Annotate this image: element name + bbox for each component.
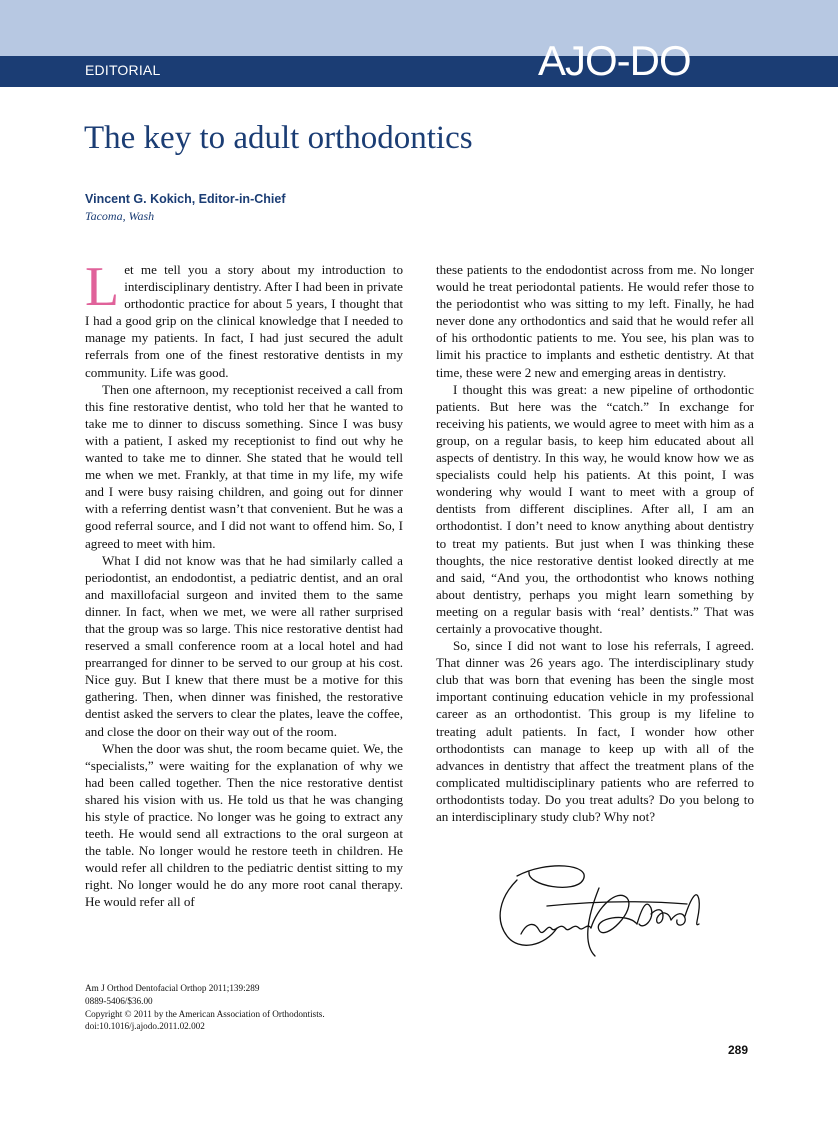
journal-logo: AJO-DO xyxy=(538,37,691,84)
section-label: EDITORIAL xyxy=(85,62,161,78)
article-paragraph-5: these patients to the endodontist across from me. No longer would he treat periodontal patients. He would refer those to the periodontist who was sitting to my left. Finally, he had never done any orthodontics and said that he would refer all of his orthodontic patients to me. You see, his plan was to limit his practice to implants and esthetic dentistry. At that time, these were 2 new and emerging areas in dentistry. xyxy=(436,262,754,380)
header-top-band xyxy=(0,0,838,56)
issn-text: 0889-5406/$36.00 xyxy=(85,995,153,1006)
article-paragraph-1 xyxy=(85,256,403,381)
doi-text: doi:10.1016/j.ajodo.2011.02.002 xyxy=(85,1021,205,1032)
article-paragraph-4: When the door was shut, the room became quiet. We, the “specialists,” were waiting for the explanation of why we had been called together. Then the nice restorative dentist shared his vision with us. He told us that he was changing his style of practice. No longer was he going to extract any teeth. He would send all extractions to the oral surgeon at the table. No longer would he restore teeth in children. He would refer all children to the pediatric dentist sitting to my right. No longer would he do any more root canal therapy. He would refer all of xyxy=(85,740,403,910)
article-paragraph-2: Then one afternoon, my receptionist received a call from this fine restorative dentist, who told her that he wanted to take me to dinner to discuss something. Since I was busy with a patient, I asked my receptionist to find out why he wanted to take me to dinner. She stated that he would tell me when we met. Frankly, at that time in my life, my wife and I were busy raising children, and going out for dinner with a referring dentist wasn’t that convenient. But he was a good referral source, and I did not want to offend him. So, I agreed to meet with him. xyxy=(85,381,403,551)
drop-cap: L xyxy=(85,256,120,318)
article-paragraph-6: I thought this was great: a new pipeline of orthodontic patients. But here was the “catch.” In exchange for receiving his patients, we would agree to meet with him as a group, on a regular basis, to keep him educated about all aspects of dentistry. In this way, he would know how we as specialists could help his patients. At this point, I was wondering why would I want to meet with a group of dentists from different disciplines. After all, I am an orthodontist. I don’t need to know anything about dentistry to treat my patients. But just when I was thinking these thoughts, the nice restorative dentist looked directly at me and said, “And you, the orthodontist who knows nothing about dentistry, perhaps you might learn something by meeting on a regular basis with ‘real’ dentists.” That was certainly a provocative thought. xyxy=(436,381,754,636)
author-signature-icon xyxy=(487,858,707,968)
paragraph-text: et me tell you a story about my introduction to interdisciplinary dentistry. After I had been in private orthodontic practice for about 5 years, I thought that I had a good grip on the clinical knowledge that I needed to manage my patients. In fact, I had just secured the adult referrals from one of the finest restorative dentists in my community. Life was good. xyxy=(85,262,403,380)
page-number: 289 xyxy=(728,1043,749,1057)
article-column-right xyxy=(436,261,754,825)
article-title: The key to adult orthodontics xyxy=(84,120,473,156)
article-paragraph-3: What I did not know was that he had similarly called a periodontist, an endodontist, a pediatric dentist, and an oral and maxillofacial surgeon and invited them to the same dinner. In fact, when we met, we were all rather surprised that the group was so large. This nice restorative dentist had reserved a small conference room at a local hotel and had prearranged for dinner to be served to our group at his cost. Nice guy. But I knew that there must be a motive for this gathering. Then, when dinner was finished, the restorative dentist asked the servers to clear the plates, leave the coffee, and close the door on their way out of the room. xyxy=(85,552,403,739)
author-affiliation: Tacoma, Wash xyxy=(85,209,155,223)
copyright-text: Copyright © 2011 by the American Association of Orthodontists. xyxy=(85,1008,325,1019)
article-column-left xyxy=(85,256,403,911)
citation-text: Am J Orthod Dentofacial Orthop 2011;139:289 xyxy=(85,983,260,993)
article-author: Vincent G. Kokich, Editor-in-Chief xyxy=(85,192,286,206)
article-paragraph-7: So, since I did not want to lose his referrals, I agreed. That dinner was 26 years ago. The interdisciplinary study club that was born that evening has been the single most important continuing education vehicle in my professional career as an orthodontist. This group is my lifeline to treating adult patients. In fact, I wonder how other orthodontists can manage to keep up with all of the advances in dentistry that affect the treatment plans of the complicated multidisciplinary patients who are referred to orthodontists today. Do you treat adults? Do you belong to an interdisciplinary study club? Why not? xyxy=(436,638,754,824)
article-footnotes xyxy=(85,982,325,1033)
